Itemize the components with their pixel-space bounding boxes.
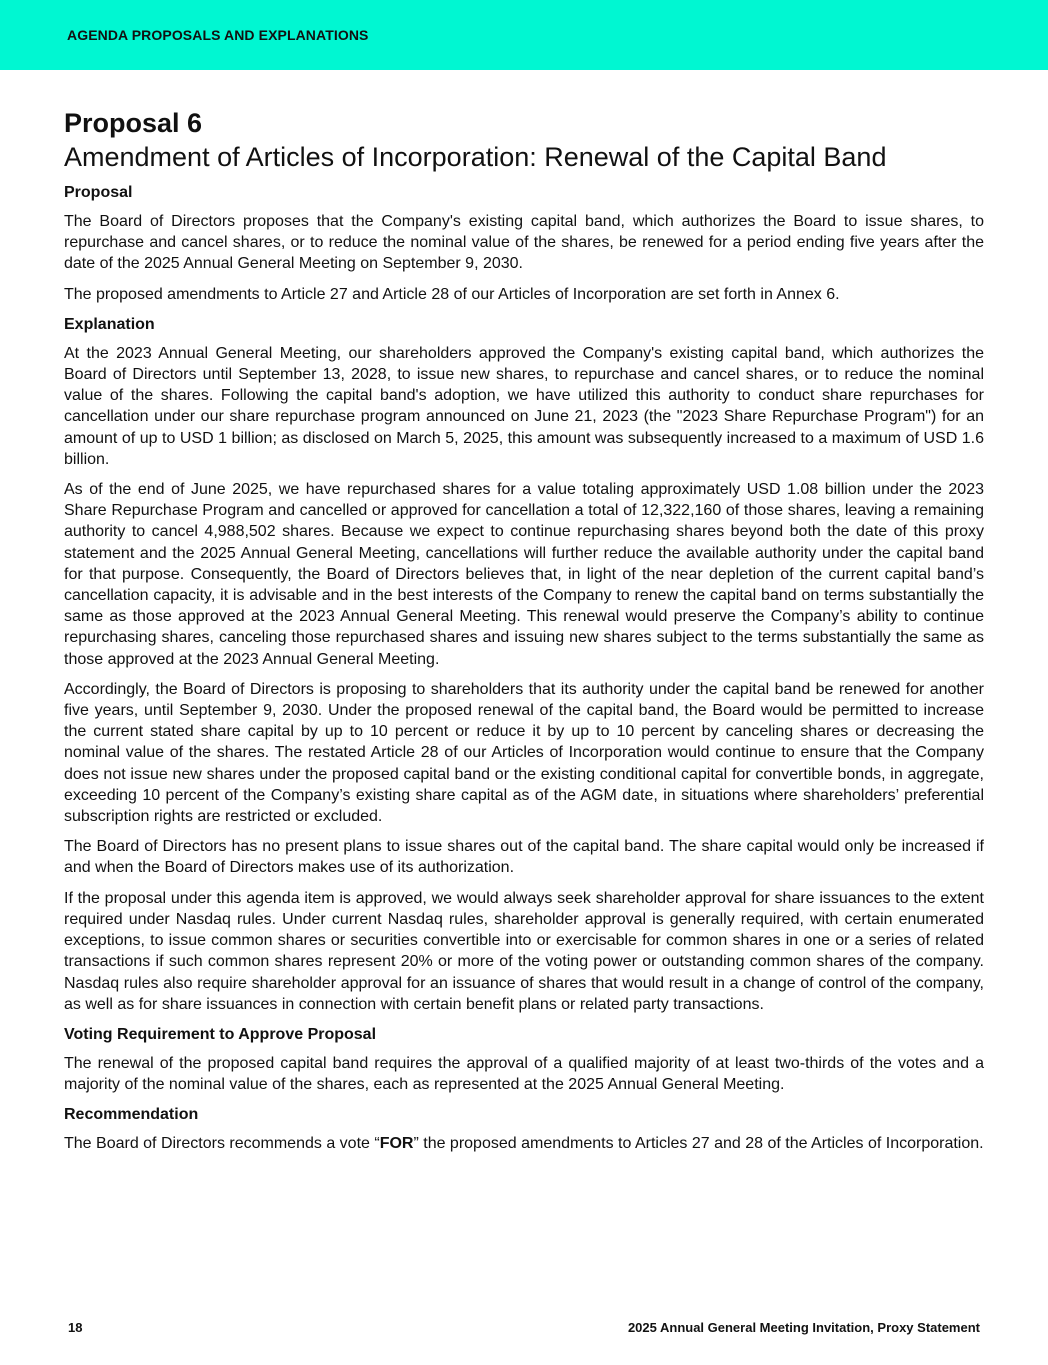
recommendation-paragraph: [64, 1133, 984, 1154]
proposal-heading: Proposal: [64, 184, 133, 201]
paragraph: The renewal of the proposed capital band requires the approval of a qualified majority of at least two-thirds of the votes and a majority of the nominal value of the shares, each as represented at the 2025 Annual General Meeting.: [64, 1054, 984, 1094]
recommendation-heading: Recommendation: [64, 1106, 199, 1124]
paragraph: As of the end of June 2025, we have repurchased shares for a value totaling approximately USD 1.08 billion under the 2023 Share Repurchase Program and cancelled or approved for cancellation a total of 12,322,160 of those shares, leaving a remaining authority to cancel 4,988,502 shares. Because we expect to continue repurchasing shares beyond both the date of this proxy statement and the 2025 Annual General Meeting, cancellations will further reduce the available authority under the capital band for that purpose. Consequently, the Board of Directors believes that, in light of the near depletion of the current capital band’s cancellation capacity, it is advisable and in the best interests of the Company to renew the capital band on terms substantially the same as those approved at the 2023 Annual General Meeting. This renewal would preserve the Company’s ability to continue repurchasing shares, canceling those repurchased shares and issuing new shares subject to the terms substantially the same as those approved at the 2023 Annual General Meeting.: [64, 481, 984, 668]
recommendation-text: The Board of Directors recommends a vote “: [64, 1135, 380, 1153]
section-header-band: [0, 0, 1048, 70]
voting-heading: Voting Requirement to Approve Proposal: [64, 1025, 377, 1043]
recommendation-emphasis: FOR: [379, 1135, 414, 1153]
paragraph: The Board of Directors proposes that the Company's existing capital band, which authorizes the Board to issue shares, to repurchase and cancel shares, or to reduce the nominal value of the shares, be renewed for a period ending five years after the date of the 2025 Annual General Meeting on September 9, 2030.: [64, 213, 984, 273]
page-title: Proposal 6: [64, 108, 203, 138]
paragraph: The proposed amendments to Article 27 and Article 28 of our Articles of Incorporation are set forth in Annex 6.: [64, 285, 840, 303]
page-number: 18: [68, 1320, 83, 1335]
page-subtitle: Amendment of Articles of Incorporation: Renewal of the Capital Band: [64, 142, 887, 172]
paragraph: Accordingly, the Board of Directors is proposing to shareholders that its authority under the capital band be renewed for another five years, until September 9, 2030. Under the proposed renewal of the capital band, the Board would be permitted to increase the current stated share capital by up to 10 percent or reduce it by up to 10 percent by canceling shares or decreasing the nominal value of the shares. The restated Article 28 of our Articles of Incorporation would continue to ensure that the Company does not issue new shares under the proposed capital band or the existing conditional capital for convertible bonds, in aggregate, exceeding 10 percent of the Company’s existing share capital as of the AGM date, in situations where shareholders’ preferential subscription rights are restricted or excluded.: [64, 680, 984, 826]
paragraph: At the 2023 Annual General Meeting, our shareholders approved the Company's existing capital band, which authorizes the Board of Directors until September 13, 2028, to issue new shares, to repurchase and cancel shares, or to reduce the nominal value of the shares. Following the capital band's adoption, we have utilized this authority to conduct share repurchases for cancellation under our share repurchase program announced on June 21, 2023 (the "2023 Share Repurchase Program") for an amount of up to USD 1 billion; as disclosed on March 5, 2025, this amount was subsequently increased to a maximum of USD 1.6 billion.: [64, 344, 984, 468]
explanation-heading: Explanation: [64, 315, 155, 333]
paragraph: If the proposal under this agenda item is approved, we would always seek shareholder approval for share issuances to the extent required under Nasdaq rules. Under current Nasdaq rules, shareholder approval is generally required, with certain enumerated exceptions, to issue common shares or securities convertible into or exercisable for common shares in one or a series of related transactions if such common shares represent 20% or more of the voting power or outstanding common shares of the company. Nasdaq rules also require shareholder approval for an issuance of shares that would result in a change of control of the company, as well as for share issuances in connection with certain benefit plans or related party transactions.: [64, 889, 984, 1013]
recommendation-text: ” the proposed amendments to Articles 27 and 28 of the Articles of Incorporation.: [413, 1135, 984, 1153]
paragraph: The Board of Directors has no present plans to issue shares out of the capital band. The share capital would only be increased if and when the Board of Directors makes use of its authorization.: [64, 838, 984, 877]
page-content: [64, 106, 984, 1164]
section-header-label: AGENDA PROPOSALS AND EXPLANATIONS: [67, 27, 369, 43]
footer-document-title: 2025 Annual General Meeting Invitation, Proxy Statement: [627, 1320, 980, 1335]
